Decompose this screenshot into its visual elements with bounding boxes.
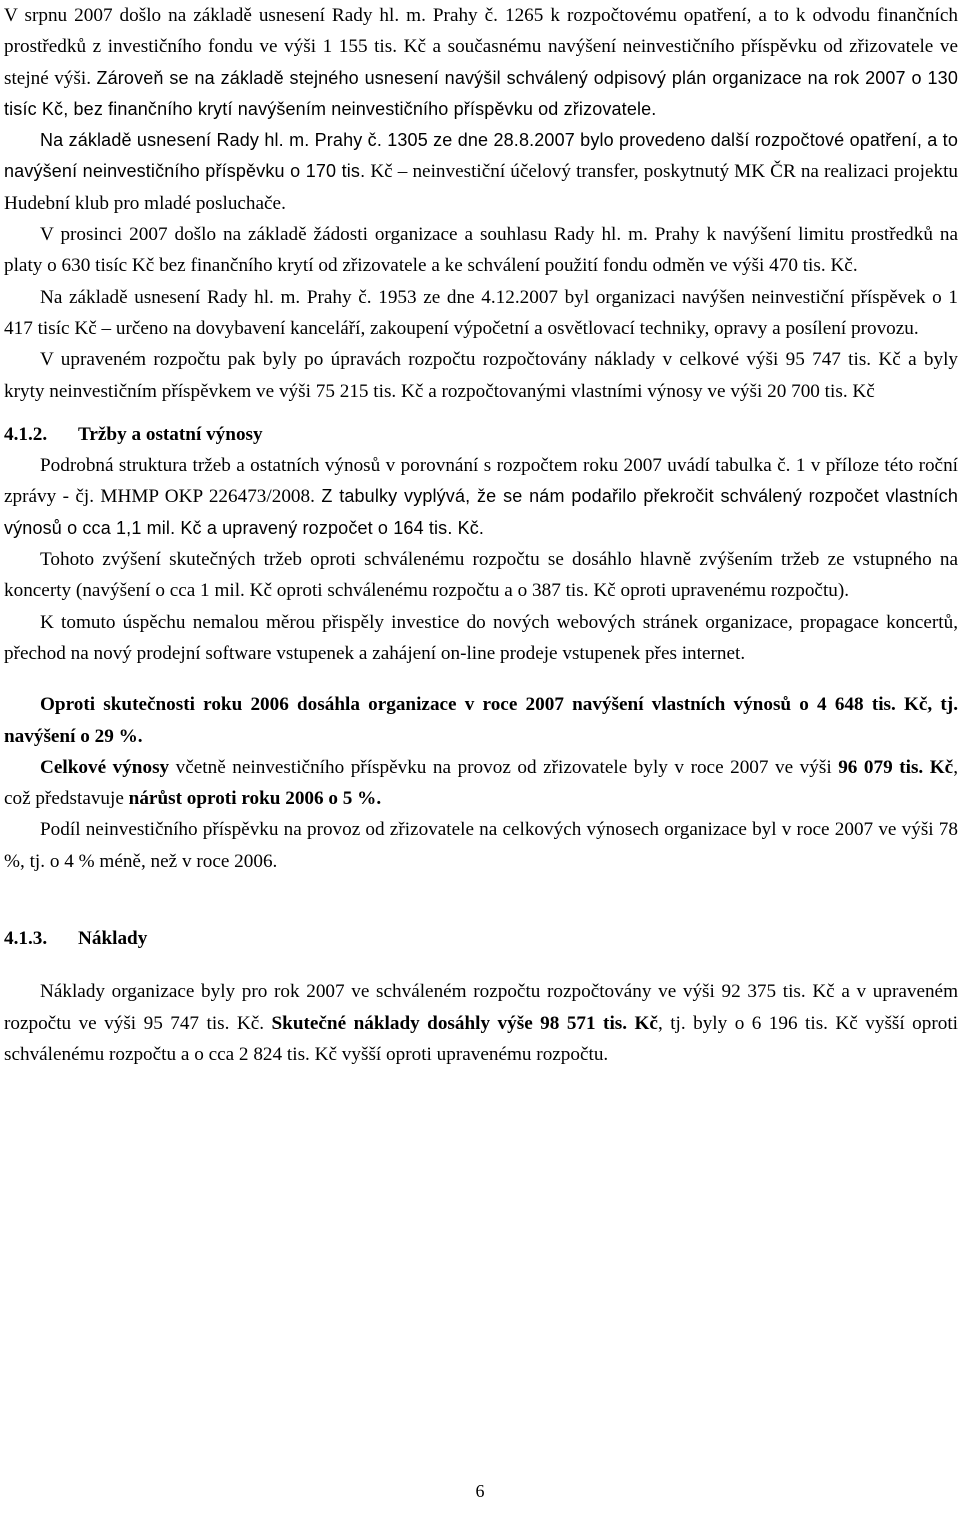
section-title: Náklady: [78, 928, 148, 950]
intro-text: V srpnu 2007 došlo na základě usnesení Rady hl. m. Prahy č. 1265 k rozpočtovému opatření, a to k odvodu finančních prostředků z investičního fondu ve výši 1 155 tis. Kč a současnému navýšení neinvestičního příspěvku od zřizovatele ve stejné výši.: [4, 5, 958, 89]
revenue-text: včetně neinvestičního příspěvku na provoz od zřizovatele byly v roce 2007 ve výši: [169, 756, 839, 778]
intro-text-sans: Na základě usnesení Rady hl. m. Prahy č. 1305 ze dne 28.8.2007 bylo provedeno další rozpočtové opatření, a to navýšení neinvestičního příspěvku o 170 tis.: [4, 130, 958, 182]
section-title: Tržby a ostatní výnosy: [78, 423, 263, 445]
actual-costs-text: Skutečné náklady dosáhly výše 98 571 tis. Kč: [271, 1012, 658, 1034]
section-number: 4.1.3.: [4, 928, 48, 950]
revenue-text-sans: Z tabulky vyplývá, že se nám podařilo překročit schválený rozpočet vlastních výnosů o cca 1,1 mil. Kč a upravený rozpočet o 164 tis. Kč.: [4, 486, 958, 538]
section-heading-413: [4, 923, 958, 954]
revenue-paragraph-2: Tohoto zvýšení skutečných tržeb oproti schválenému rozpočtu se dosáhlo hlavně zvýšením tržeb ze vstupného na koncerty (navýšení o cca 1 mil. Kč oproti schválenému rozpočtu a o 387 tis. Kč oproti upravenému rozpočtu).: [4, 549, 958, 602]
revenue-highlight-paragraph: Oproti skutečnosti roku 2006 dosáhla organizace v roce 2007 navýšení vlastních výnosů o 4 648 tis. Kč, tj. navýšení o 29 %.: [4, 694, 958, 747]
revenue-paragraph-4: [4, 752, 958, 815]
total-revenue-label: Celkové výnosy: [40, 756, 170, 778]
intro-text-sans: Zároveň se na základě stejného usnesení navýšil schválený odpisový plán organizace na rok 2007 o 130 tisíc Kč, bez finančního krytí navýšením neinvestičního příspěvku od zřizovatele.: [4, 67, 958, 119]
costs-paragraph-1: [4, 976, 958, 1070]
total-revenue-value: 96 079 tis. Kč: [838, 756, 954, 778]
intro-paragraph-1: [4, 0, 958, 125]
revenue-text: , což představuje: [4, 756, 958, 810]
section-number: 4.1.2.: [4, 423, 48, 445]
intro-paragraph-5: V upraveném rozpočtu pak byly po úpravách rozpočtu rozpočtovány náklady v celkové výši 95 747 tis. Kč a byly kryty neinvestičním příspěvkem ve výši 75 215 tis. Kč a rozpočtovanými vlastními výnosy ve výši 20 700 tis. Kč: [4, 349, 958, 402]
revenue-paragraph-1: [4, 450, 958, 544]
revenue-text: Podrobná struktura tržeb a ostatních výnosů v porovnání s rozpočtem roku 2007 uvádí tabulka č. 1 v příloze této roční zprávy - čj. MHMP OKP 226473/2008.: [4, 455, 958, 508]
intro-paragraph-3: V prosinci 2007 došlo na základě žádosti organizace a souhlasu Rady hl. m. Prahy k navýšení limitu prostředků na platy o 630 tisíc Kč bez finančního krytí od zřizovatele a ke schválení použití fondu odměn ve výši 470 tis. Kč.: [4, 224, 958, 277]
revenue-paragraph-3: K tomuto úspěchu nemalou měrou přispěly investice do nových webových stránek organizace, propagace koncertů, přechod na nový prodejní software vstupenek a zahájení on-line prodeje vstupenek přes internet.: [4, 611, 958, 664]
revenue-paragraph-5: Podíl neinvestičního příspěvku na provoz od zřizovatele na celkových výnosech organizace byl v roce 2007 ve výši 78 %, tj. o 4 % méně, než v roce 2006.: [4, 819, 958, 872]
revenue-growth-text: nárůst oproti roku 2006 o 5 %.: [128, 788, 382, 810]
page-number: 6: [475, 1481, 485, 1501]
intro-text: Kč – neinvestiční účelový transfer, poskytnutý MK ČR na realizaci projektu Hudební klub pro mladé posluchače.: [4, 161, 959, 214]
intro-paragraph-4: Na základě usnesení Rady hl. m. Prahy č. 1953 ze dne 4.12.2007 byl organizaci navýšen neinvestiční příspěvek o 1 417 tisíc Kč – určeno na dovybavení kanceláří, zakoupení výpočetní a osvětlovací techniky, opravy a posílení provozu.: [4, 286, 958, 339]
costs-text: , tj. byly o 6 196 tis. Kč vyšší oproti schválenému rozpočtu a o cca 2 824 tis. Kč vyšší oproti upravenému rozpočtu.: [4, 1012, 958, 1065]
intro-paragraph-2: [4, 125, 958, 219]
document-page: [4, 0, 958, 1070]
section-heading-412: [4, 419, 958, 450]
costs-text: Náklady organizace byly pro rok 2007 ve schváleném rozpočtu rozpočtovány ve výši 92 375 tis. Kč a v upraveném rozpočtu ve výši 95 747 tis. Kč.: [4, 981, 958, 1034]
